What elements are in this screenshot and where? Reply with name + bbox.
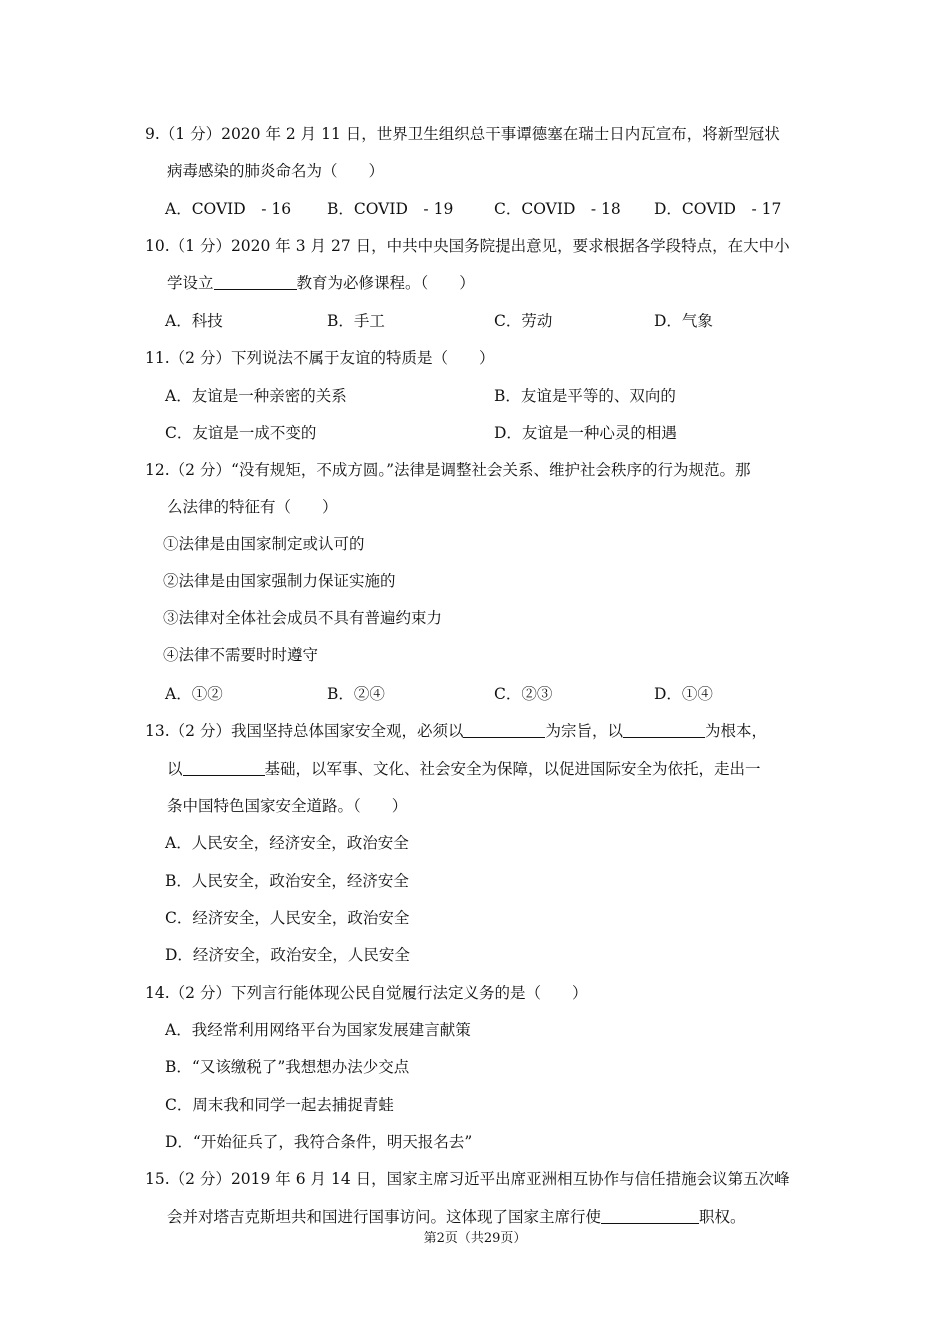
q12-statement-2: ②法律是由国家强制力保证实施的 — [163, 572, 396, 590]
q13-stem-line3: 条中国特色国家安全道路。（ ） — [167, 797, 408, 815]
q12-option-c[interactable]: C．②③ — [494, 685, 553, 703]
q13-stem-line1 — [145, 721, 767, 741]
q13-option-a[interactable]: A．人民安全，经济安全，政治安全 — [165, 834, 409, 852]
q12-statement-1: ①法律是由国家制定或认可的 — [163, 535, 365, 553]
q10-text-pre: 学设立 — [167, 274, 214, 292]
q14-option-b[interactable]: B．“又该缴税了”我想想办法少交点 — [165, 1058, 410, 1076]
q13-option-b[interactable]: B．人民安全，政治安全，经济安全 — [165, 872, 409, 890]
q13-answer-blank-3 — [183, 759, 265, 776]
q12-option-a[interactable]: A．①② — [165, 685, 223, 703]
q10-option-b[interactable]: B．手工 — [327, 312, 385, 330]
q10-stem-line1: 10.（1 分）2020 年 3 月 27 日，中共中央国务院提出意见，要求根据各学段特点，在大中小 — [145, 237, 790, 255]
q13-text-e: 基础，以军事、文化、社会安全为保障，以促进国际安全为依托，走出一 — [264, 760, 761, 778]
q9-option-d[interactable]: D．COVID - 17 — [654, 200, 782, 218]
q10-stem-line2 — [167, 273, 475, 293]
q9-stem-line2: 病毒感染的肺炎命名为（ ） — [167, 162, 385, 180]
q14-option-a[interactable]: A．我经常利用网络平台为国家发展建言献策 — [165, 1021, 471, 1039]
q13-answer-blank-1 — [463, 721, 545, 738]
q13-option-c[interactable]: C．经济安全，人民安全，政治安全 — [165, 909, 410, 927]
q15-text-post: 职权。 — [699, 1208, 746, 1226]
q10-option-a[interactable]: A．科技 — [165, 312, 223, 330]
q12-statement-4: ④法律不需要时时遵守 — [163, 646, 319, 664]
q11-option-c[interactable]: C．友谊是一成不变的 — [165, 424, 317, 442]
q12-stem-line1: 12.（2 分）“没有规矩，不成方圆。”法律是调整社会关系、维护社会秩序的行为规范。那 — [145, 461, 751, 479]
q14-option-d[interactable]: D．“开始征兵了，我符合条件，明天报名去” — [165, 1133, 473, 1151]
q13-answer-blank-2 — [623, 721, 705, 738]
q15-stem-line2 — [167, 1207, 746, 1227]
q10-text-post: 教育为必修课程。（ ） — [296, 274, 475, 292]
q10-option-c[interactable]: C．劳动 — [494, 312, 553, 330]
q9-option-a[interactable]: A．COVID - 16 — [165, 200, 292, 218]
q13-text-b: 为宗旨，以 — [545, 722, 623, 740]
q14-option-c[interactable]: C．周末我和同学一起去捕捉青蛙 — [165, 1096, 394, 1114]
q9-option-c[interactable]: C．COVID - 18 — [494, 200, 621, 218]
q13-stem-line2 — [167, 759, 761, 779]
q11-option-a[interactable]: A．友谊是一种亲密的关系 — [165, 387, 347, 405]
q13-text-d: 以 — [167, 760, 183, 778]
q15-answer-blank — [601, 1207, 699, 1224]
q13-text-a: 13.（2 分）我国坚持总体国家安全观，必须以 — [145, 722, 464, 740]
q11-option-d[interactable]: D．友谊是一种心灵的相遇 — [494, 424, 677, 442]
q12-option-b[interactable]: B．②④ — [327, 685, 385, 703]
q14-stem-line1: 14.（2 分）下列言行能体现公民自觉履行法定义务的是（ ） — [145, 984, 588, 1002]
page-number-footer: 第2页（共29页） — [423, 1231, 527, 1246]
q12-option-d[interactable]: D．①④ — [654, 685, 713, 703]
q12-statement-3: ③法律对全体社会成员不具有普遍约束力 — [163, 609, 443, 627]
q11-option-b[interactable]: B．友谊是平等的、双向的 — [494, 387, 676, 405]
q13-option-d[interactable]: D．经济安全，政治安全，人民安全 — [165, 946, 410, 964]
q10-answer-blank — [214, 273, 297, 290]
q12-stem-line2: 么法律的特征有（ ） — [167, 498, 338, 516]
q10-option-d[interactable]: D．气象 — [654, 312, 713, 330]
q9-option-b[interactable]: B．COVID - 19 — [327, 200, 454, 218]
q15-text-pre: 会并对塔吉克斯坦共和国进行国事访问。这体现了国家主席行使 — [167, 1208, 602, 1226]
q11-stem-line1: 11.（2 分）下列说法不属于友谊的特质是（ ） — [145, 349, 495, 367]
q13-text-c: 为根本， — [704, 722, 767, 740]
q15-stem-line1: 15.（2 分）2019 年 6 月 14 日，国家主席习近平出席亚洲相互协作与信任措施会议第五次峰 — [145, 1170, 790, 1188]
q9-stem-line1: 9.（1 分）2020 年 2 月 11 日，世界卫生组织总干事谭德塞在瑞士日内瓦宣布，将新型冠状 — [145, 125, 780, 143]
